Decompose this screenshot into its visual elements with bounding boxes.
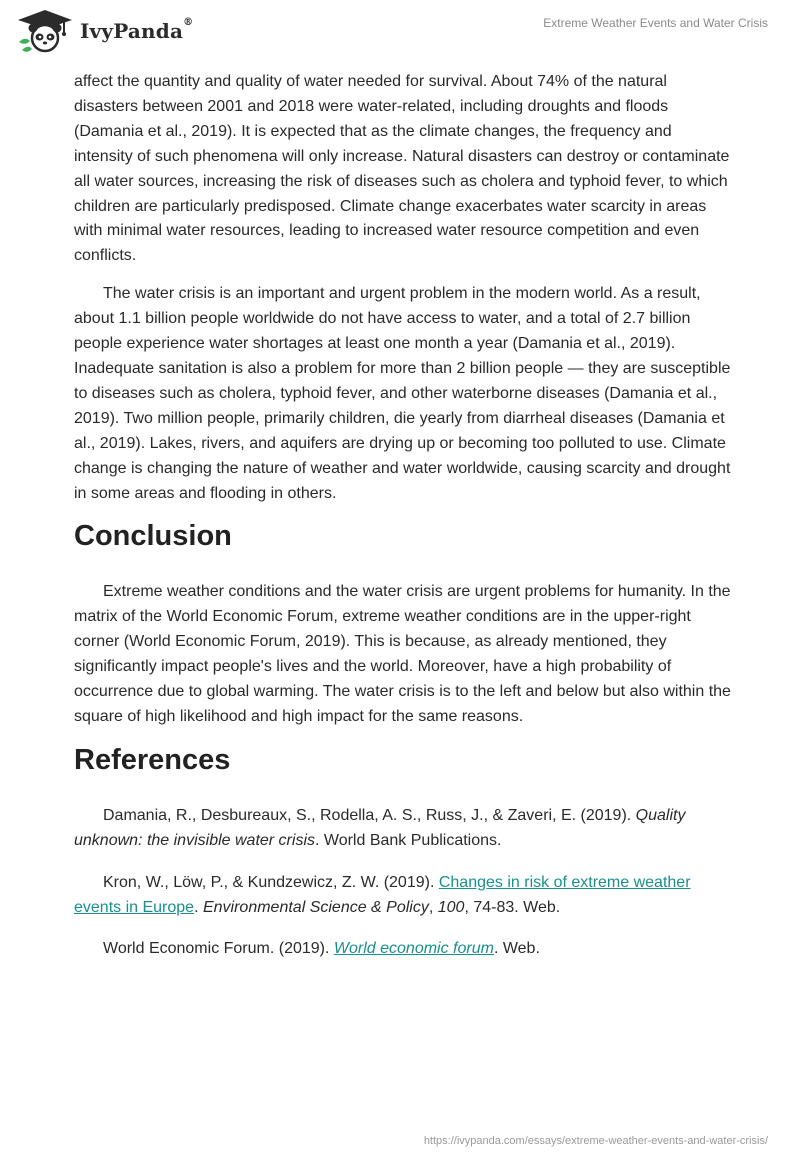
paragraph-water-crisis: The water crisis is an important and urgent problem in the modern world. As a result, about 1.1 billion people worldwide do not have access to water, and a total of 2.7 billion people experience water shortages at least one month a year (Damania et al., 2019). Inadequate sanitation is also a problem for more than 2 billion people — they are susceptible to diseases such as cholera, typhoid fever, and other waterborne diseases (Damania et al., 2019). Two million people, primarily children, die yearly from diarrheal diseases (Damania et al., 2019). Lakes, rivers, and aquifers are drying up or becoming too polluted to use. Climate change is changing the nature of weather and water worldwide, causing scarcity and drought in some areas and flooding in others. <box>74 285 731 502</box>
references-heading: References <box>74 743 231 776</box>
logo-wordmark: IvyPanda® <box>80 17 194 43</box>
source-url: https://ivypanda.com/essays/extreme-weather-events-and-water-crisis/ <box>423 1135 768 1147</box>
essay-content <box>74 70 734 979</box>
document-title: Extreme Weather Events and Water Crisis <box>543 16 768 30</box>
reference-item: Kron, W., Löw, P., & Kundzewicz, Z. W. (2019). Changes in risk of extreme weather events in Europe. Environmental Science & Policy, 100, 74-83. Web. <box>74 873 691 916</box>
conclusion-heading: Conclusion <box>74 520 232 553</box>
paragraph-continued: affect the quantity and quality of water needed for survival. About 74% of the natural disasters between 2001 and 2018 were water-related, including droughts and floods (Damania et al., 2019). It is expected that as the climate changes, the frequency and intensity of such phenomena will only increase. Natural disasters can destroy or contaminate all water sources, increasing the risk of diseases such as cholera and typhoid fever, to which children are particularly predisposed. Climate change exacerbates water scarcity in areas with minimal water resources, leading to increased water resource competition and even conflicts. <box>74 73 730 265</box>
page-header <box>0 0 800 70</box>
journal-title: Environmental Science & Policy <box>202 898 429 916</box>
journal-volume: 100 <box>437 898 465 916</box>
reference-item: World Economic Forum. (2019). World economic forum. Web. <box>103 940 540 958</box>
conclusion-paragraph: Extreme weather conditions and the water crisis are urgent problems for humanity. In the matrix of the World Economic Forum, extreme weather conditions are in the upper-right corner (World Economic Forum, 2019). This is because, as already mentioned, they significantly impact people's lives and the world. Moreover, have a high probability of occurrence due to global warming. The water crisis is to the left and below but also within the square of high likelihood and high impact for the same reasons. <box>74 583 731 725</box>
ivypanda-logo[interactable] <box>16 8 193 54</box>
panda-graduate-icon <box>16 8 74 54</box>
reference-link[interactable]: Changes in risk of extreme weather events in Europe <box>74 873 691 916</box>
reference-link[interactable]: World economic forum <box>333 940 494 958</box>
reference-item: Damania, R., Desbureaux, S., Rodella, A. S., Russ, J., & Zaveri, E. (2019). Quality unknown: the invisible water crisis. World Bank Publications. <box>74 806 686 849</box>
reference-title: Quality unknown: the invisible water crisis <box>74 806 686 849</box>
